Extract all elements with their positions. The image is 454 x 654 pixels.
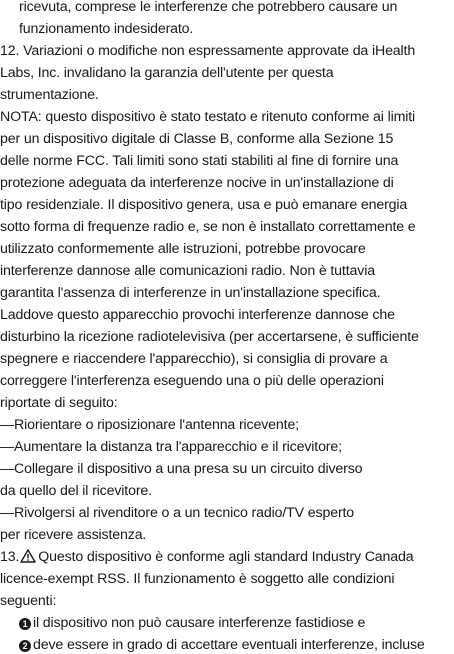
condition-text: deve essere in grado di accettare eventuali interferenze, incluse [33, 637, 425, 653]
list-item: —Collegare il dispositivo a una presa su un circuito diverso [0, 461, 363, 477]
text-line: Labs, Inc. invalidano la garanzia dell'utente per questa [0, 65, 334, 81]
text-line: per un dispositivo digitale di Classe B, conforme alla Sezione 15 [0, 131, 394, 147]
section-13-text: Questo dispositivo è conforme agli standard Industry Canada [38, 549, 414, 565]
list-item-continuation: da quello del il ricevitore. [0, 483, 152, 499]
section-number: 13. [0, 549, 20, 565]
text-line: interferenze dannose alle comunicazioni radio. Non è tuttavia [0, 263, 375, 279]
text-line: ricevuta, comprese le interferenze che potrebbero causare un [19, 0, 398, 15]
list-item: —Rivolgersi al rivenditore o a un tecnico radio/TV esperto [0, 505, 355, 521]
number-badge-2-icon: 2 [19, 640, 31, 652]
list-item-continuation: per ricevere assistenza. [0, 527, 147, 543]
number-badge-1-icon: 1 [19, 618, 31, 630]
note-paragraph-start: NOTA: questo dispositivo è stato testato e ritenuto conforme ai limiti [0, 109, 416, 125]
text-line: funzionamento indesiderato. [19, 21, 194, 37]
list-item: —Aumentare la distanza tra l'apparecchio e il ricevitore; [0, 439, 342, 455]
condition-text: il dispositivo non può causare interferenze fastidiose e [33, 615, 366, 631]
text-line: sotto forma di frequenze radio e, se non è installato correttamente e [0, 219, 416, 235]
text-line: spegnere e riaccendere l'apparecchio), si consiglia di provare a [0, 351, 388, 367]
text-line: protezione adeguata da interferenze nocive in un'installazione di [0, 175, 394, 191]
condition-item-1 [19, 614, 365, 632]
text-line: delle norme FCC. Tali limiti sono stati stabiliti al fine di fornire una [0, 153, 399, 169]
text-line: utilizzato conformemente alle istruzioni, potrebbe provocare [0, 241, 366, 257]
warning-icon [20, 549, 36, 568]
text-line: garantita l'assenza di interferenze in un'installazione specifica. [0, 285, 381, 301]
text-line: tipo residenziale. Il dispositivo genera, usa e può emanare energia [0, 197, 408, 213]
section-12-heading: 12. Variazioni o modifiche non espressamente approvate da iHealth [0, 43, 416, 59]
text-line: Laddove questo apparecchio provochi interferenze dannose che [0, 307, 395, 323]
text-line: riportate di seguito: [0, 395, 118, 411]
condition-item-2 [19, 636, 425, 654]
text-line: correggere l'interferenza eseguendo una o più delle operazioni [0, 373, 384, 389]
text-line: disturbino la ricezione radiotelevisiva (per accertarsene, è sufficiente [0, 329, 419, 345]
text-line: seguenti: [0, 593, 57, 609]
list-item: —Riorientare o riposizionare l'antenna ricevente; [0, 417, 299, 433]
section-13-heading [0, 548, 414, 568]
text-line: licence-exempt RSS. Il funzionamento è soggetto alle condizioni [0, 571, 395, 587]
text-line: strumentazione. [0, 87, 99, 103]
